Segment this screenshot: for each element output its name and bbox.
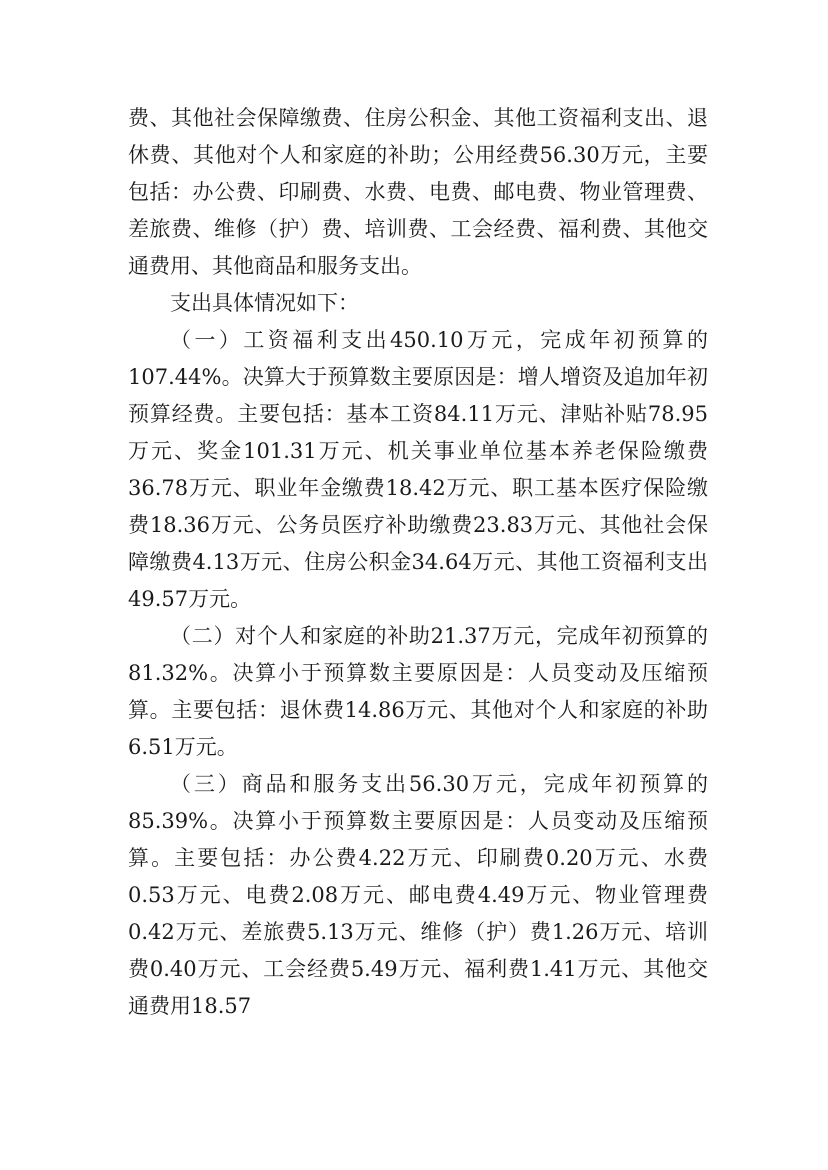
paragraph-section-3: （三）商品和服务支出56.30万元，完成年初预算的85.39%。决算小于预算数主要原因是：人员变动及压缩预算。主要包括：办公费4.22万元、印刷费0.20万元、水费0.53万元、电费2.08万元、邮电费4.49万元、物业管理费0.42万元、差旅费5.13万元、维修（护）费1.26万元、培训费0.40万元、工会经费5.49万元、福利费1.41万元、其他交通费用18.57 xyxy=(128,772,708,1018)
paragraph-continuation: 费、其他社会保障缴费、住房公积金、其他工资福利支出、退休费、其他对个人和家庭的补助；公用经费56.30万元，主要包括：办公费、印刷费、水费、电费、邮电费、物业管理费、差旅费、维修（护）费、培训费、工会经费、福利费、其他交通费用、其他商品和服务支出。 xyxy=(128,106,708,278)
paragraph-section-2: （二）对个人和家庭的补助21.37万元，完成年初预算的81.32%。决算小于预算数主要原因是：人员变动及压缩预算。主要包括：退休费14.86万元、其他对个人和家庭的补助6.51万元。 xyxy=(128,624,708,759)
paragraph-intro: 支出具体情况如下： xyxy=(170,291,359,315)
paragraph-section-1: （一）工资福利支出450.10万元，完成年初预算的107.44%。决算大于预算数主要原因是：增人增资及追加年初预算经费。主要包括：基本工资84.11万元、津贴补贴78.95万元、奖金101.31万元、机关事业单位基本养老保险缴费36.78万元、职业年金缴费18.42万元、职工基本医疗保险缴费18.36万元、公务员医疗补助缴费23.83万元、其他社会保障缴费4.13万元、住房公积金34.64万元、其他工资福利支出49.57万元。 xyxy=(128,328,708,611)
body-text xyxy=(128,100,708,1025)
